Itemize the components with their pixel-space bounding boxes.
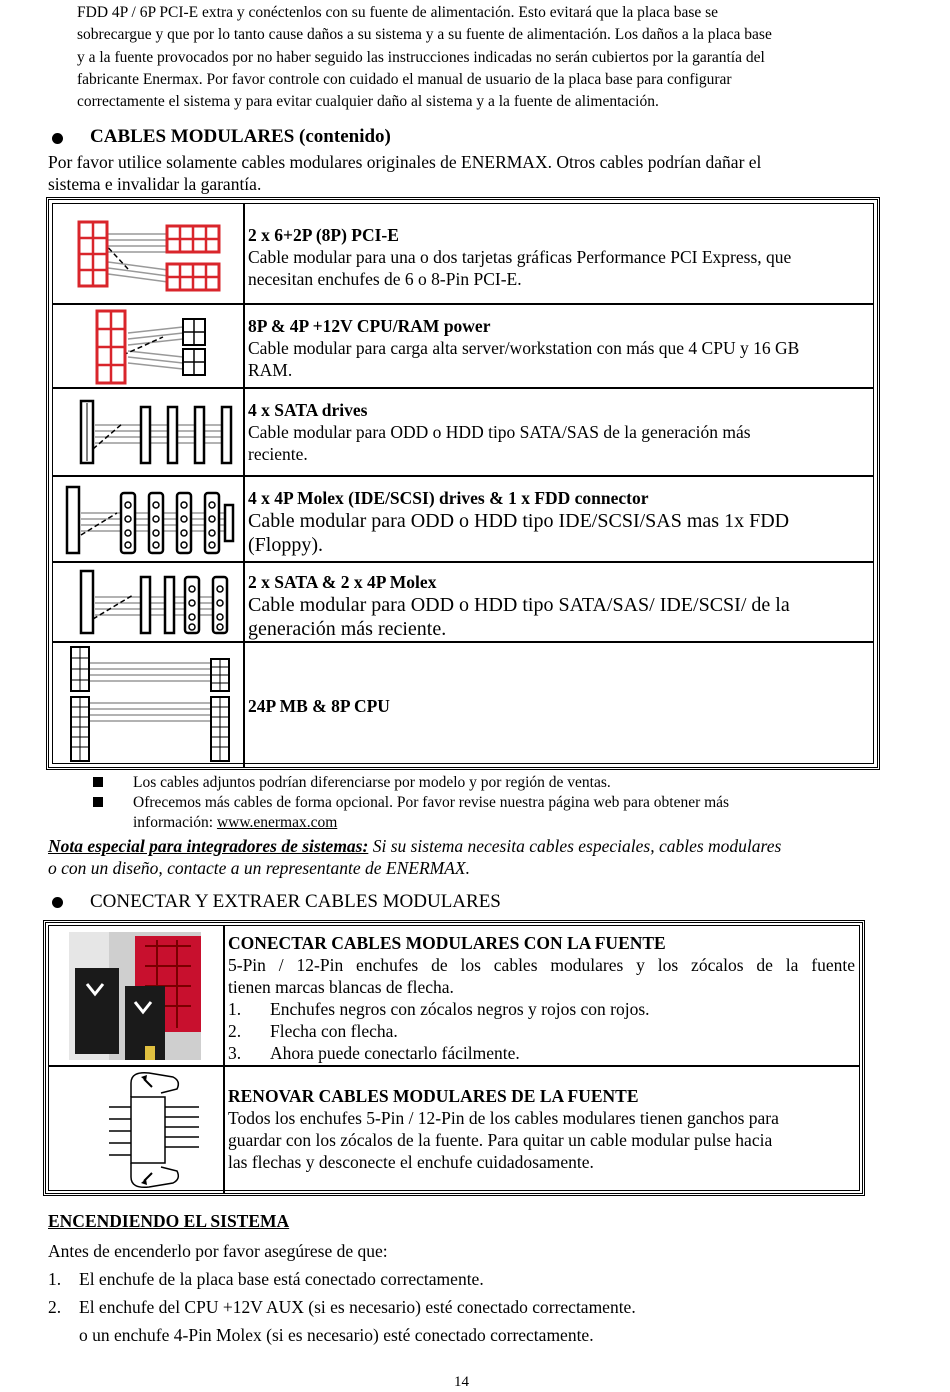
section1-paragraph [48,151,888,195]
cable-desc-line: necesitan enchufes de 6 o 8-Pin PCI-E. [248,269,522,289]
square-bullet-icon [93,797,103,807]
intro-line: FDD 4P / 6P PCI-E extra y conéctenlos con su fuente de alimentación. Esto evitará que la placa base se [77,4,719,21]
sata-molex-cable-icon [53,563,245,643]
connector-photo-icon [49,926,225,1065]
table-row [53,303,873,389]
cable-desc-line: Cable modular para ODD o HDD tipo IDE/SCSI/SAS mas 1x FDD [248,510,790,532]
mb-24p-cpu-8p-cable-icon [53,643,245,767]
pcie-8pin-cable-icon [53,204,245,303]
cable-desc-line: Cable modular para ODD o HDD tipo SATA/SAS/ IDE/SCSI/ de la [248,594,790,616]
enermax-link[interactable]: www.enermax.com [216,814,338,831]
power-on-extra: o un enchufe 4-Pin Molex (si es necesario) esté conectado correctamente. [79,1325,594,1345]
power-on-item: 2. El enchufe del CPU +12V AUX (si es necesario) esté conectado correctamente. [48,1297,636,1317]
intro-paragraph [77,2,877,113]
special-note-text: Si su sistema necesita cables especiales, cables modulares [368,836,782,856]
table-row [49,926,859,1065]
cables-table [46,197,880,770]
cable-title: 2 x 6+2P (8P) PCI-E [248,225,399,245]
connect-line: tienen marcas blancas de flecha. [228,977,454,997]
cable-desc-line: (Floppy). [248,534,323,556]
molex-fdd-cable-icon [53,477,245,563]
remove-title: RENOVAR CABLES MODULARES DE LA FUENTE [228,1086,639,1106]
cable-desc-line: Cable modular para ODD o HDD tipo SATA/SAS de la generación más [248,422,751,442]
table-row [49,1065,859,1194]
cable-desc-line: RAM. [248,360,293,380]
table-row [53,204,873,303]
remove-line: Todos los enchufes 5-Pin / 12-Pin de los cables modulares tienen ganchos para [228,1108,779,1128]
para-line: Por favor utilice solamente cables modulares originales de ENERMAX. Otros cables podrían dañar el [48,152,762,172]
step-item: 3. Ahora puede conectarlo fácilmente. [228,1043,520,1063]
special-note-label: Nota especial para integradores de sistemas: [48,836,369,856]
intro-line: correctamente el sistema y para evitar cualquier daño al sistema y a la fuente de alimentación. [77,93,659,111]
bullet-dot-icon [52,133,63,144]
cable-title: 4 x 4P Molex (IDE/SCSI) drives & 1 x FDD connector [248,488,649,508]
step-item: 2. Flecha con flecha. [228,1021,398,1041]
note-optional-cables [133,793,853,833]
note-line: Los cables adjuntos podrían diferenciarse por modelo y por región de ventas. [133,774,611,791]
table-row [53,387,873,477]
step-item: 1. Enchufes negros con zócalos negros y rojos con rojos. [228,999,650,1019]
cable-desc-line: reciente. [248,444,308,464]
power-on-heading: ENCENDIENDO EL SISTEMA [48,1211,290,1231]
intro-line: y a la fuente provocados por no haber seguido las instrucciones indicadas no serán cubiertos por la garantía del [77,48,765,66]
special-note-text: o con un diseño, contacte a un representante de ENERMAX. [48,858,470,878]
cable-desc-line: generación más reciente. [248,618,447,640]
connect-line: 5-Pin / 12-Pin enchufes de los cables modulares y los zócalos de la fuente [228,955,855,975]
cable-title: 8P & 4P +12V CPU/RAM power [248,316,491,336]
table-row [53,475,873,563]
intro-line: sobrecargue y que por lo tanto cause daños a su sistema y a su fuente de alimentación. Los daños a la placa base [77,26,772,44]
section-heading-modular-cables: CABLES MODULARES (contenido) [90,126,391,147]
intro-line: fabricante Enermax. Por favor controle con cuidado el manual de usuario de la placa base para configurar [77,70,732,88]
sata-cable-icon [53,389,245,477]
cpu-8p-4p-cable-icon [53,305,245,389]
table-row [53,641,873,767]
remove-line: guardar con los zócalos de la fuente. Para quitar un cable modular pulse hacia [228,1130,773,1150]
special-note [48,835,888,879]
table-row [53,561,873,643]
bullet-dot-icon [52,897,63,908]
note-line: información: [133,814,217,831]
para-line: sistema e invalidar la garantía. [48,174,262,194]
square-bullet-icon [93,777,103,787]
note-line: Ofrecemos más cables de forma opcional. Por favor revise nuestra página web para obtener más [133,794,730,811]
cable-title: 4 x SATA drives [248,400,368,420]
page-number: 14 [454,1374,469,1390]
cable-desc-line: Cable modular para una o dos tarjetas gráficas Performance PCI Express, que [248,247,792,267]
power-on-intro: Antes de encenderlo por favor asegúrese de que: [48,1241,388,1261]
connector-release-diagram-icon [49,1067,225,1194]
cable-title: 24P MB & 8P CPU [248,696,390,716]
cable-desc-line: Cable modular para carga alta server/workstation con más que 4 CPU y 16 GB [248,338,800,358]
power-on-item: 1. El enchufe de la placa base está conectado correctamente. [48,1269,484,1289]
connect-title: CONECTAR CABLES MODULARES CON LA FUENTE [228,933,666,953]
section-heading-connect: CONECTAR Y EXTRAER CABLES MODULARES [90,891,501,912]
cable-title: 2 x SATA & 2 x 4P Molex [248,572,437,592]
remove-line: las flechas y desconecte el enchufe cuidadosamente. [228,1152,594,1172]
connect-table [43,920,865,1196]
